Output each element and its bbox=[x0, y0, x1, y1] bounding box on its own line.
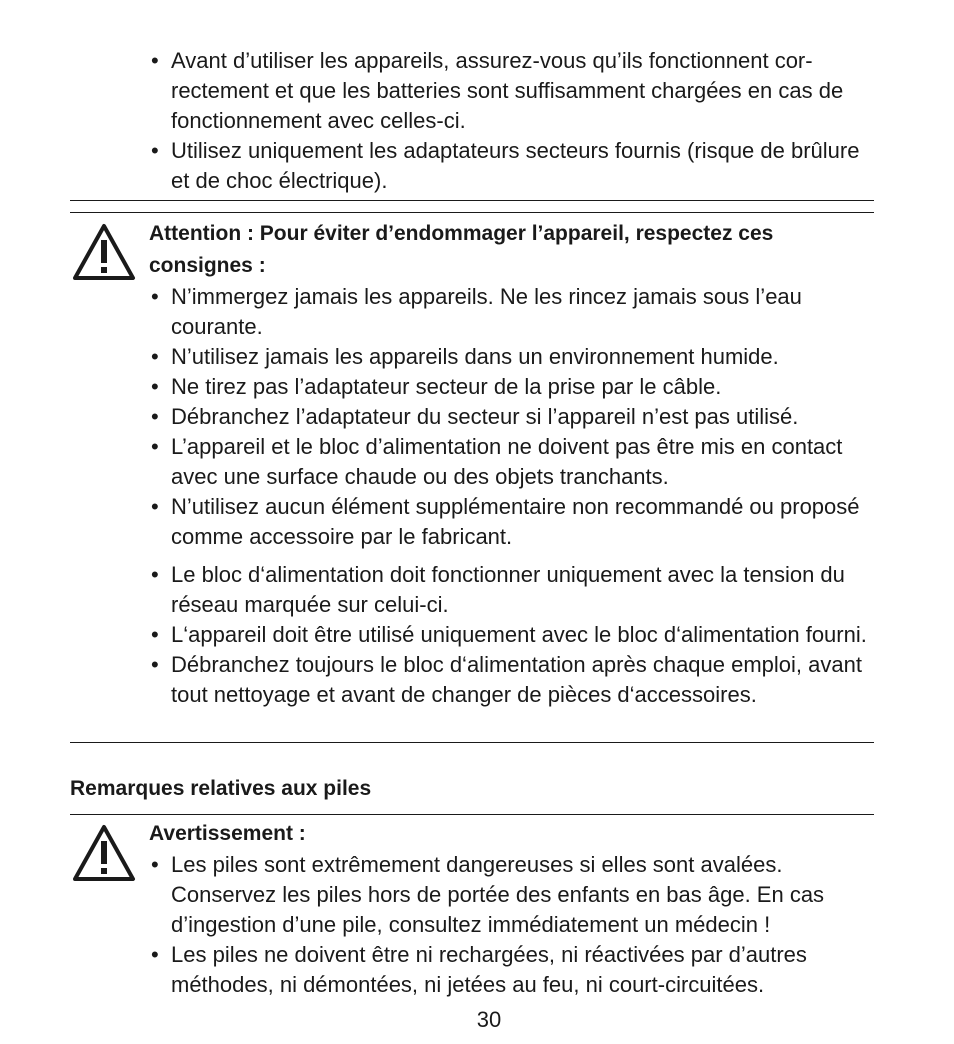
list-item: • Débranchez toujours le bloc d‘alimentation après chaque emploi, avant tout nettoyage et avant de changer de pièces d‘accessoires. bbox=[149, 650, 879, 710]
list-item: • Ne tirez pas l’adaptateur secteur de la prise par le câble. bbox=[149, 372, 879, 402]
caution-section bbox=[149, 218, 879, 710]
caution-heading: Attention : Pour éviter d’endommager l’appareil, respectez ces consignes : bbox=[149, 222, 774, 277]
list-item: • L’appareil et le bloc d’alimentation ne doivent pas être mis en contact avec une surface chaude ou des objets tranchants. bbox=[149, 432, 879, 492]
batteries-warning-section bbox=[149, 818, 879, 1000]
list-item: • Les piles ne doivent être ni rechargées, ni réactivées par d’autres méthodes, ni démontées, ni jetées au feu, ni court-circuitées. bbox=[149, 940, 879, 1000]
list-item: • N’utilisez aucun élément supplémentaire non recommandé ou proposé comme accessoire par le fabricant. bbox=[149, 492, 879, 552]
list-item: • L‘appareil doit être utilisé uniquement avec le bloc d‘alimentation fourni. bbox=[149, 620, 879, 650]
list-item: • Avant d’utiliser les appareils, assurez-vous qu’ils fonctionnent correctement et que les batteries sont suffisamment chargées en cas de fonctionnement avec celles-ci. bbox=[149, 46, 879, 136]
section-title: Remarques relatives aux piles bbox=[70, 777, 372, 800]
list-item: • N’utilisez jamais les appareils dans un environnement humide. bbox=[149, 342, 879, 372]
list-item: • Le bloc d‘alimentation doit fonctionner uniquement avec la tension du réseau marquée sur celui-ci. bbox=[149, 560, 879, 620]
caution-bullet-list-2 bbox=[149, 560, 879, 710]
caution-bullet-list bbox=[149, 282, 879, 552]
page-number: 30 bbox=[476, 1007, 502, 1032]
list-item: • Les piles sont extrêmement dangereuses si elles sont avalées. Conservez les piles hors de portée des enfants en bas âge. En cas d’ingestion d’une pile, consultez immédiatement un médecin ! bbox=[149, 850, 879, 940]
divider bbox=[70, 814, 874, 815]
list-item: • N’immergez jamais les appareils. Ne les rincez jamais sous l’eau courante. bbox=[149, 282, 879, 342]
warning-heading: Avertissement : bbox=[149, 822, 306, 845]
divider bbox=[70, 742, 874, 743]
warning-triangle-icon bbox=[72, 824, 136, 882]
list-item: • Débranchez l’adaptateur du secteur si l’appareil n’est pas utilisé. bbox=[149, 402, 879, 432]
intro-bullet-list bbox=[149, 46, 879, 196]
divider bbox=[70, 212, 874, 213]
batteries-bullet-list bbox=[149, 850, 879, 1000]
list-item: • Utilisez uniquement les adaptateurs secteurs fournis (risque de brûlure et de choc électrique). bbox=[149, 136, 879, 196]
divider bbox=[70, 200, 874, 201]
warning-triangle-icon bbox=[72, 223, 136, 281]
